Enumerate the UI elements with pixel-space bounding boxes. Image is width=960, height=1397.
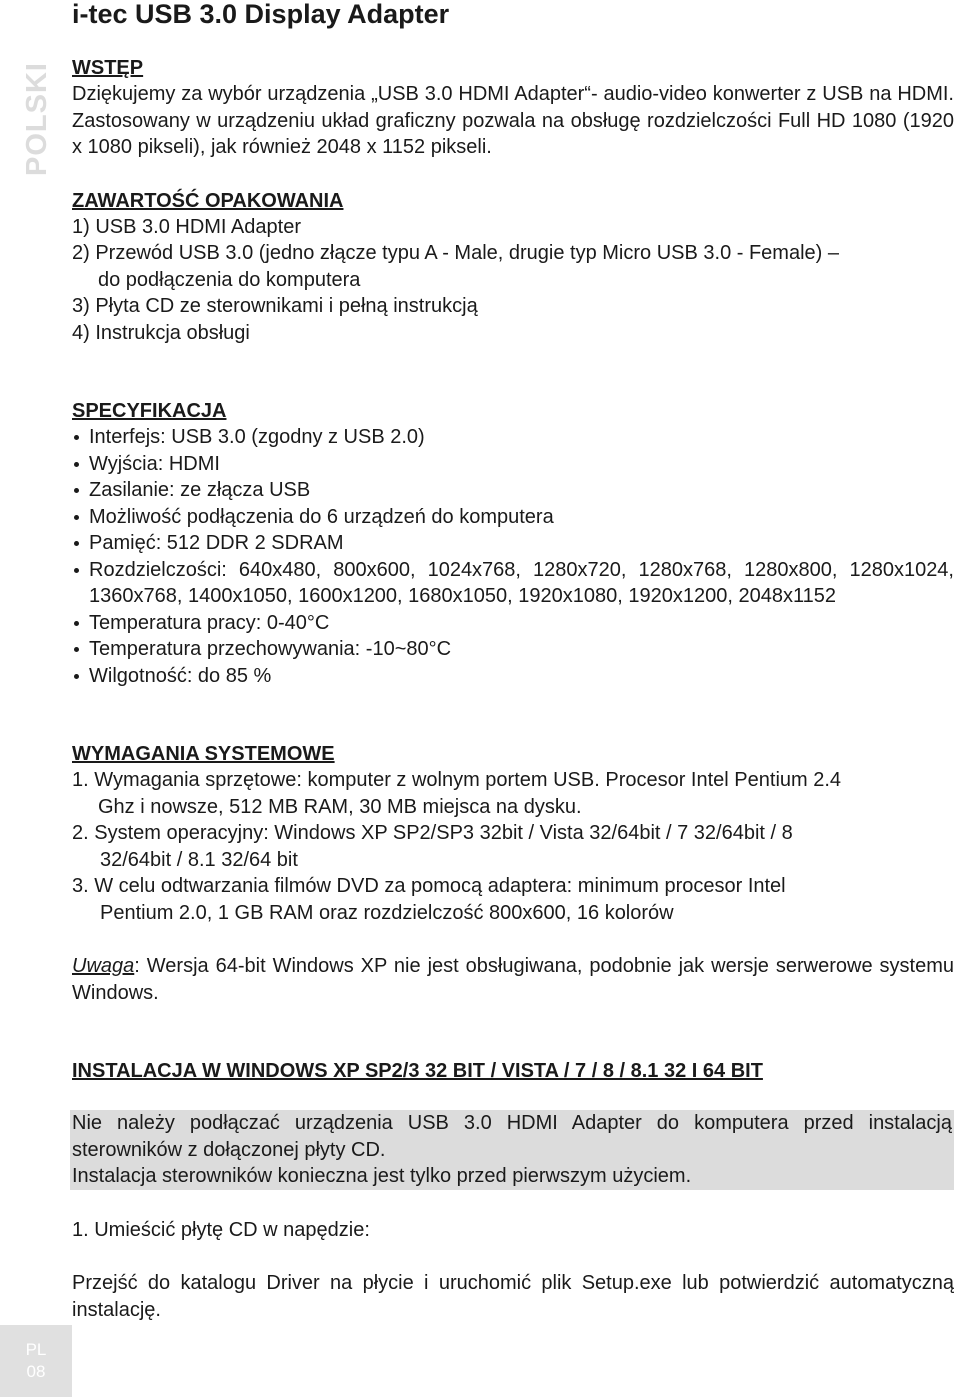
side-language-label: POLSKI (21, 62, 53, 176)
intro-text: Dziękujemy za wybór urządzenia „USB 3.0 HDMI Adapter“- audio-video konwerter z USB na HDMI. Zastosowany w urządzeniu układ graficzny pozwala na obsługę rozdzielczości Full HD 1080 (1920 x 1080 pikseli), jak również 2048 x 1152 pikseli. (72, 83, 954, 158)
spec-item: Wilgotność: do 85 % (72, 663, 954, 690)
note-text: : Wersja 64-bit Windows XP nie jest obsługiwana, podobnie jak wersje serwerowe systemu Windows. (72, 955, 954, 1004)
spacer (72, 161, 954, 188)
spacer (72, 926, 954, 953)
install-warning-text: Instalacja sterowników konieczna jest tylko przed pierwszym użyciem. (72, 1165, 692, 1187)
package-item: 3) Płyta CD ze sterownikami i pełną instrukcją (72, 295, 478, 317)
spec-item: Rozdzielczości: 640x480, 800x600, 1024x768, 1280x720, 1280x768, 1280x800, 1280x1024, 1360x768, 1400x1050, 1600x1200, 1680x1050, 1920x1080, 1920x1200, 2048x1152 (72, 557, 954, 610)
spacer (72, 1190, 954, 1217)
intro-heading: WSTĘP (72, 57, 144, 79)
spacer (72, 346, 954, 398)
package-item: 1) USB 3.0 HDMI Adapter (72, 215, 301, 238)
spec-item: Temperatura przechowywania: -10~80°C (72, 636, 954, 663)
specs-heading: SPECYFIKACJA (72, 400, 227, 422)
specs-list (72, 424, 954, 689)
requirement-item-continuation: Pentium 2.0, 1 GB RAM oraz rozdzielczość 800x600, 16 kolorów (100, 901, 674, 924)
package-item: 4) Instrukcja obsługi (72, 321, 250, 344)
page-number: 08 (26, 1362, 46, 1381)
spec-item: Pamięć: 512 DDR 2 SDRAM (72, 530, 954, 557)
spec-item: Zasilanie: ze złącza USB (72, 477, 954, 504)
section-requirements (72, 741, 954, 926)
requirement-item: 2. System operacyjny: Windows XP SP2/SP3 32bit / Vista 32/64bit / 7 32/64bit / 8 (72, 822, 793, 844)
footer-language-code: PL (25, 1340, 47, 1359)
section-install (72, 1058, 954, 1323)
spec-item: Interfejs: USB 3.0 (zgodny z USB 2.0) (72, 424, 954, 451)
requirement-item: 1. Wymagania sprzętowe: komputer z wolnym portem USB. Procesor Intel Pentium 2.4 (72, 769, 842, 791)
requirements-heading: WYMAGANIA SYSTEMOWE (72, 743, 335, 765)
page-footer-box (0, 1325, 72, 1397)
package-item-continuation: do podłączenia do komputera (98, 268, 361, 291)
spacer (72, 1006, 954, 1058)
spacer (72, 689, 954, 741)
package-item: 2) Przewód USB 3.0 (jedno złącze typu A - Male, drugie typ Micro USB 3.0 - Female) – (72, 242, 839, 264)
requirement-item: 3. W celu odtwarzania filmów DVD za pomocą adaptera: minimum procesor Intel (72, 875, 786, 897)
spec-item: Wyjścia: HDMI (72, 451, 954, 478)
spacer (72, 1243, 954, 1270)
requirement-item-continuation: Ghz i nowsze, 512 MB RAM, 30 MB miejsca na dysku. (98, 795, 582, 818)
manual-content (72, 55, 954, 1323)
install-heading: INSTALACJA W WINDOWS XP SP2/3 32 BIT / VISTA / 7 / 8 / 8.1 32 I 64 BIT (72, 1060, 763, 1082)
install-warning-text: Nie należy podłączać urządzenia USB 3.0 HDMI Adapter do komputera przed instalacją sterowników z dołączonej płyty CD. (72, 1112, 952, 1161)
install-step-title: 1. Umieścić płytę CD w napędzie: (72, 1218, 370, 1241)
note-paragraph (72, 953, 954, 1006)
section-specs (72, 398, 954, 689)
section-intro (72, 55, 954, 161)
spec-item: Możliwość podłączenia do 6 urządzeń do komputera (72, 504, 954, 531)
section-package (72, 188, 954, 347)
spec-item: Temperatura pracy: 0-40°C (72, 610, 954, 637)
page-title: i-tec USB 3.0 Display Adapter (72, 0, 450, 29)
install-warning-box (70, 1110, 954, 1190)
requirement-item-continuation: 32/64bit / 8.1 32/64 bit (100, 848, 298, 871)
spacer (72, 1084, 954, 1110)
note-label: Uwaga (72, 955, 135, 977)
package-heading: ZAWARTOŚĆ OPAKOWANIA (72, 189, 344, 212)
install-step-text: Przejść do katalogu Driver na płycie i uruchomić plik Setup.exe lub potwierdzić automatyczną instalację. (72, 1272, 954, 1321)
